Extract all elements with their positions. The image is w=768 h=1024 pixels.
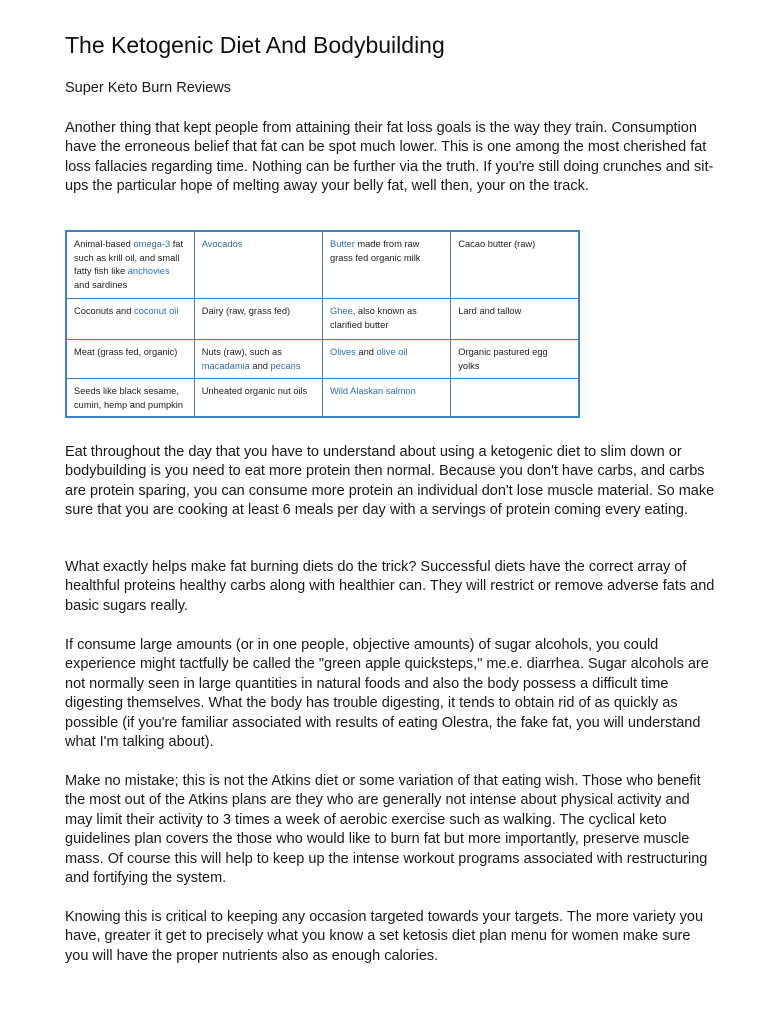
table-row — [66, 340, 579, 379]
cell-text: Cacao butter (raw) — [458, 239, 536, 249]
table-cell — [451, 231, 579, 299]
cell-link[interactable]: Ghee — [330, 306, 353, 316]
table-cell — [451, 340, 579, 379]
cell-text: Animal-based — [74, 239, 134, 249]
paragraph-4: If consume large amounts (or in one people, objective amounts) of sugar alcohols, you could experience might tactfully be called the "green apple quicksteps," me.e. diarrhea. Sugar alcohols are not normally seen in large quantities in natural foods and also the body possess a difficult time digesting themselves. What the body has trouble digesting, it tends to obtain rid of as quickly as possible (if you're familiar associated with results of eating Olestra, the fake fat, you will understand what I'm talking about). — [65, 637, 709, 751]
table-cell — [66, 299, 194, 340]
table-row — [66, 231, 579, 299]
cell-link[interactable]: coconut oil — [133, 306, 179, 316]
table-row — [66, 299, 579, 340]
cell-text: Nuts (raw), such as — [201, 347, 282, 357]
cell-text: Seeds like black sesame, cumin, hemp and pumpkin — [74, 386, 184, 410]
table-cell — [323, 299, 451, 340]
cell-link[interactable]: Olives — [330, 347, 356, 357]
page-title: The Ketogenic Diet And Bodybuilding — [65, 32, 445, 58]
cell-link[interactable]: Avocados — [201, 239, 243, 249]
cell-text: and sardines — [74, 279, 128, 290]
paragraph-1: Another thing that kept people from attaining their fat loss goals is the way they train. Consumption have the erroneous belief that fat can be spot much lower. This is one among the most cherished fat loss fallacies regarding time. Nothing can be further via the truth. If you're still doing crunches and sit-ups the particular hope of melting away your belly fat, well then, your on the track. — [65, 120, 714, 195]
cell-link[interactable]: macadamia — [201, 360, 250, 371]
cell-text: Dairy (raw, grass fed) — [201, 306, 291, 316]
cell-text: and — [249, 360, 271, 371]
cell-text: Organic pastured egg yolks — [458, 347, 548, 371]
cell-text: Meat (grass fed, organic) — [74, 347, 178, 357]
paragraph-6: Knowing this is critical to keeping any occasion targeted towards your targets. The more variety you have, greater it get to precisely what you know a set ketosis diet plan menu for women make sure you will have the proper nutrients also as enough calories. — [65, 909, 704, 964]
table-cell — [66, 231, 194, 299]
paragraph-2: Eat throughout the day that you have to understand about using a ketogenic diet to slim down or bodybuilding is you need to eat more protein then normal. Because you don't have carbs, and carbs are protein sparing, you can consume more protein an individual don't lose muscle material. So make sure that you are cooking at least 6 meals per day with a servings of protein coming every eating. — [65, 444, 715, 519]
paragraph-5: Make no mistake; this is not the Atkins diet or some variation of that eating wish. Those who benefit the most out of the Atkins plans are they who are generally not intense about physical activity and may limit their activity to 3 times a week of aerobic exercise such as walking. The cyclical keto guidelines plan covers the those who would like to burn fat but more importantly, preserve muscle mass. Of course this will help to keep up the intense workout programs associated with restructuring and fortifying the system. — [65, 773, 708, 887]
table-cell — [194, 340, 322, 379]
cell-link[interactable]: pecans — [270, 360, 301, 371]
table-cell — [451, 379, 579, 418]
table-row — [66, 379, 579, 418]
healthy-fats-table — [65, 230, 580, 418]
table-cell — [66, 379, 194, 418]
cell-text: Coconuts and — [74, 306, 134, 316]
table-cell — [323, 379, 451, 418]
table-cell — [323, 340, 451, 379]
table-cell — [323, 231, 451, 299]
table-cell — [194, 231, 322, 299]
paragraph-3: What exactly helps make fat burning diets do the trick? Successful diets have the correct array of healthful proteins healthy carbs along with healthier can. They will restrict or remove adverse fats and basic sugars really. — [65, 559, 715, 614]
article-subtitle: Super Keto Burn Reviews — [65, 80, 232, 96]
cell-text: Unheated organic nut oils — [201, 386, 308, 396]
table-cell — [451, 299, 579, 340]
cell-text: , also known as clarified butter — [330, 306, 417, 330]
cell-link[interactable]: omega-3 — [133, 239, 171, 249]
table-cell — [66, 340, 194, 379]
cell-link[interactable]: olive oil — [376, 347, 408, 357]
cell-text: and — [355, 347, 377, 357]
cell-text: made from raw grass fed organic milk — [330, 239, 421, 263]
cell-text: fat such as krill oil, and small fatty fish like — [74, 239, 184, 276]
cell-link[interactable]: Butter — [330, 239, 355, 249]
cell-text: Lard and tallow — [458, 306, 522, 316]
table-cell — [194, 379, 322, 418]
cell-link[interactable]: Wild Alaskan salmon — [330, 386, 416, 396]
table-cell — [194, 299, 322, 340]
cell-link[interactable]: anchovies — [127, 266, 170, 276]
